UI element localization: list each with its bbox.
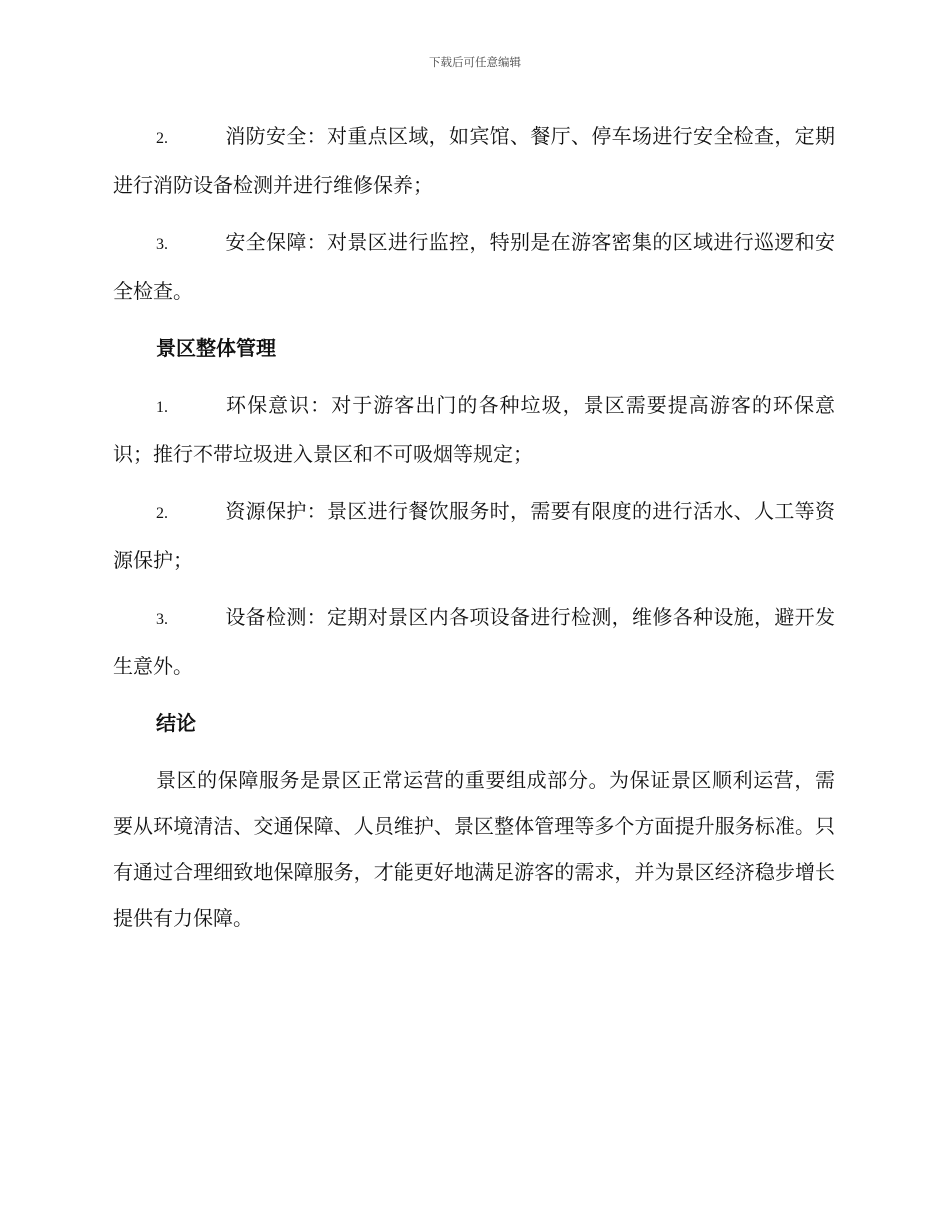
list-text: 安全保障：对景区进行监控，特别是在游客密集的区域进行巡逻和安全检查。 (113, 230, 835, 303)
section-heading: 景区整体管理 (156, 336, 276, 360)
page-header: 下载后可任意编辑 (429, 55, 521, 69)
document-body (113, 113, 835, 941)
section-heading: 结论 (156, 711, 196, 735)
list-text: 环保意识：对于游客出门的各种垃圾，景区需要提高游客的环保意识；推行不带垃圾进入景区和不可吸烟等规定； (113, 393, 835, 466)
list-number: 3. (156, 611, 168, 628)
list-item (113, 382, 835, 477)
list-number: 2. (156, 130, 168, 147)
list-text: 设备检测：定期对景区内各项设备进行检测，维修各种设施，避开发生意外。 (113, 605, 835, 678)
list-item (113, 219, 835, 314)
list-item (113, 594, 835, 689)
list-number: 2. (156, 505, 168, 522)
list-text: 消防安全：对重点区域，如宾馆、餐厅、停车场进行安全检查，定期进行消防设备检测并进行维修保养； (113, 124, 835, 197)
list-text: 资源保护：景区进行餐饮服务时，需要有限度的进行活水、人工等资源保护； (113, 499, 835, 572)
conclusion-paragraph: 景区的保障服务是景区正常运营的重要组成部分。为保证景区顺利运营，需要从环境清洁、交通保障、人员维护、景区整体管理等多个方面提升服务标准。只有通过合理细致地保障服务，才能更好地满足游客的需求，并为景区经济稳步增长提供有力保障。 (113, 768, 835, 930)
list-item (113, 488, 835, 583)
list-item (113, 113, 835, 208)
list-number: 1. (156, 399, 168, 416)
list-number: 3. (156, 236, 168, 253)
